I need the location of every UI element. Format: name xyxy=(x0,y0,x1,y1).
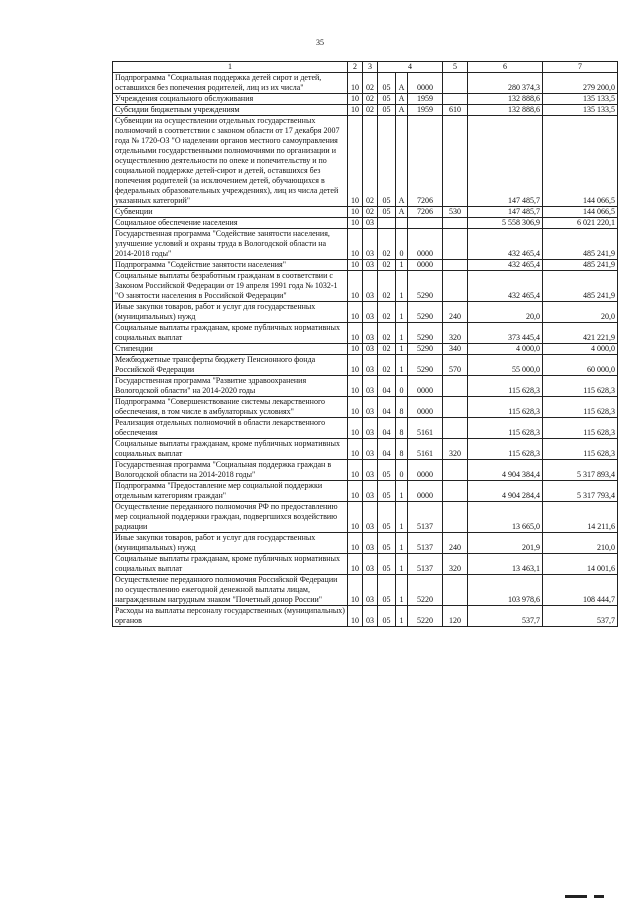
table-row xyxy=(113,94,618,105)
program-code-cell: 05 xyxy=(378,575,396,606)
amount-2017-cell: 115 628,3 xyxy=(468,376,543,397)
amount-2018-cell: 537,7 xyxy=(543,606,618,627)
expense-type-cell: 320 xyxy=(443,323,468,344)
amount-2017-cell: 13 665,0 xyxy=(468,502,543,533)
subprogram-code-cell: 8 xyxy=(396,418,408,439)
direction-code-cell: 0000 xyxy=(408,260,443,271)
subsection-code-cell: 03 xyxy=(363,533,378,554)
program-code-cell: 02 xyxy=(378,355,396,376)
table-row xyxy=(113,218,618,229)
subsection-code-cell: 03 xyxy=(363,260,378,271)
scan-mark xyxy=(594,895,604,898)
subsection-code-cell: 03 xyxy=(363,554,378,575)
program-code-cell: 05 xyxy=(378,481,396,502)
amount-2017-cell: 5 558 306,9 xyxy=(468,218,543,229)
direction-code-cell: 0000 xyxy=(408,376,443,397)
section-code-cell: 10 xyxy=(348,323,363,344)
amount-2017-cell: 20,0 xyxy=(468,302,543,323)
amount-2018-cell: 4 000,0 xyxy=(543,344,618,355)
expense-type-cell: 240 xyxy=(443,533,468,554)
section-code-cell: 10 xyxy=(348,397,363,418)
program-code-cell: 05 xyxy=(378,460,396,481)
program-code-cell: 04 xyxy=(378,376,396,397)
expense-type-cell: 570 xyxy=(443,355,468,376)
program-code-cell: 02 xyxy=(378,260,396,271)
table-row xyxy=(113,533,618,554)
amount-2017-cell: 115 628,3 xyxy=(468,439,543,460)
header-cell: 2 xyxy=(348,62,363,73)
subsection-code-cell: 03 xyxy=(363,344,378,355)
section-code-cell: 10 xyxy=(348,418,363,439)
item-name-cell: Государственная программа "Развитие здравоохранения Вологодской области" на 2014-2020 годы xyxy=(113,376,348,397)
amount-2018-cell: 485 241,9 xyxy=(543,260,618,271)
amount-2018-cell: 115 628,3 xyxy=(543,418,618,439)
direction-code-cell: 5290 xyxy=(408,355,443,376)
program-code-cell: 02 xyxy=(378,344,396,355)
table-row xyxy=(113,73,618,94)
item-name-cell: Социальные выплаты безработным гражданам в соответствии с Законом Российской Федерации от 19 апреля 1991 года № 1032-1 "О занятости населения в Российской Федерации" xyxy=(113,271,348,302)
header-cell: 6 xyxy=(468,62,543,73)
amount-2017-cell: 132 888,6 xyxy=(468,94,543,105)
amount-2018-cell: 14 211,6 xyxy=(543,502,618,533)
item-name-cell: Субвенции на осуществлении отдельных государственных полномочий в соответствии с законом области от 17 декабря 2007 года № 1720-ОЗ "О наделении органов местного самоуправления отдельными государственными полномочиями по организации и осуществлению деятельности по опеке и попечительству и по социальной поддержке детей-сирот и детей, оставшихся без попечения родителей (за исключением детей, обучающихся в федеральных образовательных учреждениях), лиц из числа детей указанных категорий" xyxy=(113,116,348,207)
amount-2017-cell: 537,7 xyxy=(468,606,543,627)
item-name-cell: Осуществление переданного полномочия РФ по предоставлению мер социальной поддержки граждан, подвергшихся воздействию радиации xyxy=(113,502,348,533)
amount-2018-cell: 6 021 220,1 xyxy=(543,218,618,229)
program-code-cell: 02 xyxy=(378,302,396,323)
amount-2017-cell: 432 465,4 xyxy=(468,229,543,260)
section-code-cell: 10 xyxy=(348,207,363,218)
amount-2018-cell: 279 200,0 xyxy=(543,73,618,94)
subprogram-code-cell: 8 xyxy=(396,439,408,460)
subsection-code-cell: 03 xyxy=(363,460,378,481)
item-name-cell: Подпрограмма "Социальная поддержка детей сирот и детей, оставшихся без попечения родителей, лиц из их числа" xyxy=(113,73,348,94)
direction-code-cell xyxy=(408,218,443,229)
amount-2017-cell: 55 000,0 xyxy=(468,355,543,376)
item-name-cell: Расходы на выплаты персоналу государственных (муниципальных) органов xyxy=(113,606,348,627)
subprogram-code-cell: 1 xyxy=(396,575,408,606)
direction-code-cell: 1959 xyxy=(408,105,443,116)
table-row xyxy=(113,575,618,606)
direction-code-cell: 5137 xyxy=(408,554,443,575)
direction-code-cell: 5290 xyxy=(408,323,443,344)
direction-code-cell: 0000 xyxy=(408,397,443,418)
subsection-code-cell: 03 xyxy=(363,218,378,229)
table-row xyxy=(113,302,618,323)
item-name-cell: Межбюджетные трансферты бюджету Пенсионного фонда Российской Федерации xyxy=(113,355,348,376)
amount-2018-cell: 5 317 893,4 xyxy=(543,460,618,481)
subsection-code-cell: 03 xyxy=(363,606,378,627)
item-name-cell: Государственная программа "Содействие занятости населения, улучшение условий и охраны труда в Вологодской области на 2014-2018 годы" xyxy=(113,229,348,260)
expense-type-cell xyxy=(443,271,468,302)
expense-type-cell xyxy=(443,376,468,397)
table-row xyxy=(113,323,618,344)
section-code-cell: 10 xyxy=(348,218,363,229)
amount-2018-cell: 115 628,3 xyxy=(543,376,618,397)
amount-2018-cell: 144 066,5 xyxy=(543,207,618,218)
direction-code-cell: 5290 xyxy=(408,271,443,302)
expense-type-cell xyxy=(443,116,468,207)
subsection-code-cell: 03 xyxy=(363,575,378,606)
subsection-code-cell: 03 xyxy=(363,418,378,439)
subprogram-code-cell: 1 xyxy=(396,533,408,554)
amount-2017-cell: 147 485,7 xyxy=(468,116,543,207)
table-row xyxy=(113,397,618,418)
direction-code-cell: 5161 xyxy=(408,418,443,439)
subprogram-code-cell: 1 xyxy=(396,481,408,502)
expense-type-cell: 240 xyxy=(443,302,468,323)
direction-code-cell: 0000 xyxy=(408,229,443,260)
expense-type-cell: 120 xyxy=(443,606,468,627)
header-cell: 4 xyxy=(378,62,443,73)
program-code-cell: 05 xyxy=(378,606,396,627)
table-row xyxy=(113,105,618,116)
subprogram-code-cell: А xyxy=(396,207,408,218)
subprogram-code-cell: 1 xyxy=(396,323,408,344)
item-name-cell: Субсидии бюджетным учреждениям xyxy=(113,105,348,116)
expense-type-cell xyxy=(443,418,468,439)
program-code-cell xyxy=(378,218,396,229)
item-name-cell: Подпрограмма "Предоставление мер социальной поддержки отдельным категориям граждан" xyxy=(113,481,348,502)
amount-2017-cell: 432 465,4 xyxy=(468,271,543,302)
amount-2017-cell: 13 463,1 xyxy=(468,554,543,575)
amount-2017-cell: 115 628,3 xyxy=(468,397,543,418)
subprogram-code-cell: 1 xyxy=(396,502,408,533)
table-row xyxy=(113,271,618,302)
program-code-cell: 05 xyxy=(378,533,396,554)
section-code-cell: 10 xyxy=(348,606,363,627)
subsection-code-cell: 03 xyxy=(363,302,378,323)
subsection-code-cell: 03 xyxy=(363,376,378,397)
section-code-cell: 10 xyxy=(348,229,363,260)
expense-type-cell xyxy=(443,460,468,481)
amount-2018-cell: 421 221,9 xyxy=(543,323,618,344)
subprogram-code-cell: 1 xyxy=(396,554,408,575)
subprogram-code-cell: 1 xyxy=(396,260,408,271)
amount-2018-cell: 485 241,9 xyxy=(543,229,618,260)
section-code-cell: 10 xyxy=(348,376,363,397)
item-name-cell: Иные закупки товаров, работ и услуг для государственных (муниципальных) нужд xyxy=(113,533,348,554)
section-code-cell: 10 xyxy=(348,575,363,606)
item-name-cell: Подпрограмма "Содействие занятости населения" xyxy=(113,260,348,271)
table-row xyxy=(113,606,618,627)
subsection-code-cell: 02 xyxy=(363,73,378,94)
amount-2018-cell: 20,0 xyxy=(543,302,618,323)
expense-type-cell xyxy=(443,502,468,533)
section-code-cell: 10 xyxy=(348,73,363,94)
table-row xyxy=(113,355,618,376)
item-name-cell: Социальное обеспечение населения xyxy=(113,218,348,229)
subprogram-code-cell xyxy=(396,218,408,229)
expense-type-cell: 610 xyxy=(443,105,468,116)
subprogram-code-cell: А xyxy=(396,94,408,105)
subsection-code-cell: 03 xyxy=(363,439,378,460)
section-code-cell: 10 xyxy=(348,271,363,302)
section-code-cell: 10 xyxy=(348,502,363,533)
expense-type-cell xyxy=(443,218,468,229)
amount-2018-cell: 60 000,0 xyxy=(543,355,618,376)
item-name-cell: Социальные выплаты гражданам, кроме публичных нормативных социальных выплат xyxy=(113,439,348,460)
direction-code-cell: 0000 xyxy=(408,481,443,502)
section-code-cell: 10 xyxy=(348,302,363,323)
section-code-cell: 10 xyxy=(348,260,363,271)
table-row xyxy=(113,207,618,218)
direction-code-cell: 5137 xyxy=(408,533,443,554)
table-row xyxy=(113,376,618,397)
subsection-code-cell: 03 xyxy=(363,355,378,376)
table-row xyxy=(113,460,618,481)
amount-2017-cell: 4 904 384,4 xyxy=(468,460,543,481)
expense-type-cell xyxy=(443,94,468,105)
program-code-cell: 04 xyxy=(378,418,396,439)
expense-type-cell xyxy=(443,229,468,260)
amount-2018-cell: 485 241,9 xyxy=(543,271,618,302)
amount-2017-cell: 115 628,3 xyxy=(468,418,543,439)
expense-type-cell: 320 xyxy=(443,554,468,575)
subsection-code-cell: 02 xyxy=(363,105,378,116)
amount-2017-cell: 147 485,7 xyxy=(468,207,543,218)
direction-code-cell: 5137 xyxy=(408,502,443,533)
section-code-cell: 10 xyxy=(348,94,363,105)
amount-2018-cell: 108 444,7 xyxy=(543,575,618,606)
section-code-cell: 10 xyxy=(348,105,363,116)
subprogram-code-cell: 1 xyxy=(396,344,408,355)
page-number: 35 xyxy=(316,38,324,47)
table-row xyxy=(113,260,618,271)
subprogram-code-cell: 0 xyxy=(396,376,408,397)
expense-type-cell: 530 xyxy=(443,207,468,218)
direction-code-cell: 5290 xyxy=(408,302,443,323)
header-cell: 1 xyxy=(113,62,348,73)
section-code-cell: 10 xyxy=(348,533,363,554)
direction-code-cell: 0000 xyxy=(408,73,443,94)
subprogram-code-cell: 1 xyxy=(396,302,408,323)
table-row xyxy=(113,229,618,260)
subsection-code-cell: 03 xyxy=(363,397,378,418)
item-name-cell: Стипендии xyxy=(113,344,348,355)
item-name-cell: Социальные выплаты гражданам, кроме публичных нормативных социальных выплат xyxy=(113,554,348,575)
amount-2017-cell: 4 904 284,4 xyxy=(468,481,543,502)
program-code-cell: 02 xyxy=(378,323,396,344)
subprogram-code-cell: 0 xyxy=(396,229,408,260)
direction-code-cell: 5220 xyxy=(408,606,443,627)
direction-code-cell: 5161 xyxy=(408,439,443,460)
header-cell: 5 xyxy=(443,62,468,73)
direction-code-cell: 7206 xyxy=(408,116,443,207)
amount-2017-cell: 132 888,6 xyxy=(468,105,543,116)
section-code-cell: 10 xyxy=(348,344,363,355)
program-code-cell: 05 xyxy=(378,116,396,207)
amount-2018-cell: 115 628,3 xyxy=(543,439,618,460)
subprogram-code-cell: А xyxy=(396,116,408,207)
budget-table xyxy=(112,61,618,627)
header-cell: 7 xyxy=(543,62,618,73)
item-name-cell: Иные закупки товаров, работ и услуг для государственных (муниципальных) нужд xyxy=(113,302,348,323)
table-row xyxy=(113,554,618,575)
program-code-cell: 02 xyxy=(378,229,396,260)
table-row xyxy=(113,481,618,502)
amount-2017-cell: 432 465,4 xyxy=(468,260,543,271)
subprogram-code-cell: А xyxy=(396,105,408,116)
direction-code-cell: 1959 xyxy=(408,94,443,105)
section-code-cell: 10 xyxy=(348,460,363,481)
program-code-cell: 05 xyxy=(378,73,396,94)
amount-2018-cell: 144 066,5 xyxy=(543,116,618,207)
subprogram-code-cell: А xyxy=(396,73,408,94)
subsection-code-cell: 03 xyxy=(363,323,378,344)
item-name-cell: Социальные выплаты гражданам, кроме публичных нормативных социальных выплат xyxy=(113,323,348,344)
amount-2018-cell: 115 628,3 xyxy=(543,397,618,418)
item-name-cell: Учреждения социального обслуживания xyxy=(113,94,348,105)
program-code-cell: 05 xyxy=(378,207,396,218)
program-code-cell: 04 xyxy=(378,397,396,418)
subprogram-code-cell: 1 xyxy=(396,271,408,302)
amount-2017-cell: 201,9 xyxy=(468,533,543,554)
program-code-cell: 05 xyxy=(378,105,396,116)
direction-code-cell: 0000 xyxy=(408,460,443,481)
item-name-cell: Государственная программа "Социальная поддержка граждан в Вологодской области на 2014-2018 годы" xyxy=(113,460,348,481)
section-code-cell: 10 xyxy=(348,439,363,460)
section-code-cell: 10 xyxy=(348,355,363,376)
program-code-cell: 04 xyxy=(378,439,396,460)
subsection-code-cell: 03 xyxy=(363,481,378,502)
item-name-cell: Подпрограмма "Совершенствование системы лекарственного обеспечения, в том числе в амбулаторных условиях" xyxy=(113,397,348,418)
amount-2017-cell: 4 000,0 xyxy=(468,344,543,355)
expense-type-cell xyxy=(443,397,468,418)
expense-type-cell: 320 xyxy=(443,439,468,460)
expense-type-cell xyxy=(443,260,468,271)
amount-2018-cell: 135 133,5 xyxy=(543,94,618,105)
amount-2018-cell: 14 001,6 xyxy=(543,554,618,575)
subprogram-code-cell: 1 xyxy=(396,606,408,627)
amount-2017-cell: 373 445,4 xyxy=(468,323,543,344)
program-code-cell: 02 xyxy=(378,271,396,302)
subsection-code-cell: 02 xyxy=(363,207,378,218)
subsection-code-cell: 03 xyxy=(363,271,378,302)
subsection-code-cell: 02 xyxy=(363,116,378,207)
amount-2017-cell: 103 978,6 xyxy=(468,575,543,606)
amount-2018-cell: 135 133,5 xyxy=(543,105,618,116)
direction-code-cell: 5220 xyxy=(408,575,443,606)
table-row xyxy=(113,418,618,439)
item-name-cell: Реализация отдельных полномочий в области лекарственного обеспечения xyxy=(113,418,348,439)
program-code-cell: 05 xyxy=(378,502,396,533)
header-row xyxy=(113,62,618,73)
amount-2018-cell: 210,0 xyxy=(543,533,618,554)
scan-mark xyxy=(565,895,587,898)
table-row xyxy=(113,344,618,355)
subsection-code-cell: 03 xyxy=(363,502,378,533)
program-code-cell: 05 xyxy=(378,554,396,575)
direction-code-cell: 7206 xyxy=(408,207,443,218)
item-name-cell: Субвенции xyxy=(113,207,348,218)
amount-2017-cell: 280 374,3 xyxy=(468,73,543,94)
table-row xyxy=(113,116,618,207)
expense-type-cell xyxy=(443,575,468,606)
subsection-code-cell: 03 xyxy=(363,229,378,260)
section-code-cell: 10 xyxy=(348,554,363,575)
subprogram-code-cell: 1 xyxy=(396,355,408,376)
subprogram-code-cell: 8 xyxy=(396,397,408,418)
program-code-cell: 05 xyxy=(378,94,396,105)
direction-code-cell: 5290 xyxy=(408,344,443,355)
subsection-code-cell: 02 xyxy=(363,94,378,105)
section-code-cell: 10 xyxy=(348,116,363,207)
amount-2018-cell: 5 317 793,4 xyxy=(543,481,618,502)
expense-type-cell: 340 xyxy=(443,344,468,355)
header-cell: 3 xyxy=(363,62,378,73)
section-code-cell: 10 xyxy=(348,481,363,502)
expense-type-cell xyxy=(443,481,468,502)
item-name-cell: Осуществление переданного полномочия Российской Федерации по осуществлению ежегодной денежной выплаты лицам, награжденным нагрудным знаком "Почетный донор России" xyxy=(113,575,348,606)
table-row xyxy=(113,439,618,460)
subprogram-code-cell: 0 xyxy=(396,460,408,481)
table-row xyxy=(113,502,618,533)
expense-type-cell xyxy=(443,73,468,94)
